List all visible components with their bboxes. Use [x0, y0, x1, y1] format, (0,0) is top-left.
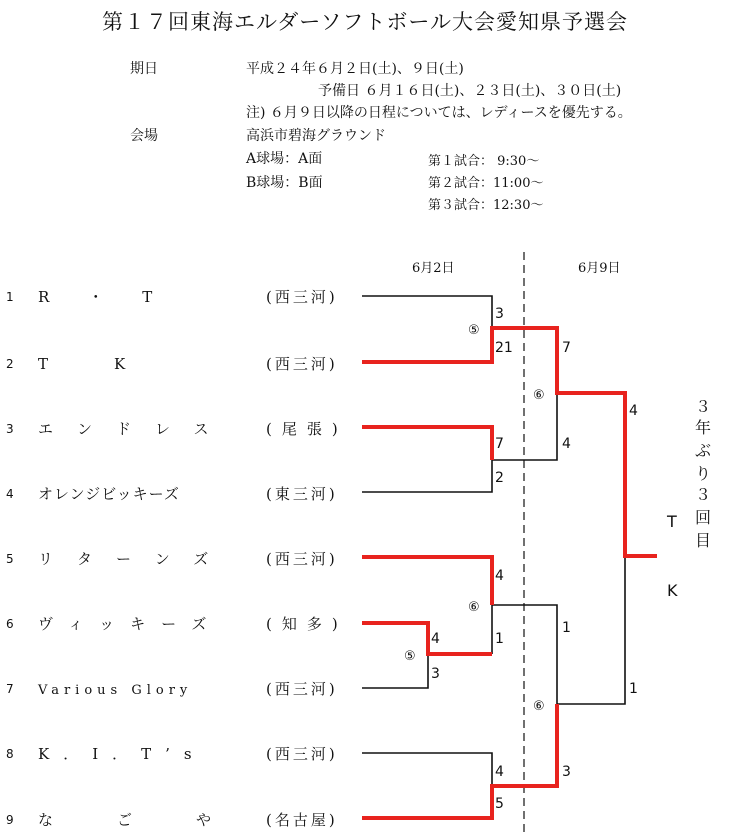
team-name: K．I．T’s — [38, 745, 206, 763]
team-row — [6, 355, 338, 373]
winning-path — [362, 557, 492, 605]
score: 1 — [562, 620, 571, 636]
team-number: 7 — [6, 682, 14, 696]
score: 4 — [562, 436, 571, 452]
game-time-3: 第３試合：12:30～ — [428, 198, 544, 213]
team-name: ヴィッキーズ — [38, 615, 223, 633]
team-name: なごや — [38, 811, 276, 829]
champion-name-line1: T — [667, 512, 677, 531]
bracket-line — [362, 654, 428, 688]
score: 1 — [495, 631, 504, 647]
team-number: 8 — [6, 747, 14, 761]
score: 1 — [629, 681, 638, 697]
score: 3 — [495, 306, 504, 322]
court-marker: ⑤ — [404, 649, 416, 664]
bracket-lines — [362, 296, 625, 786]
score: 4 — [629, 403, 638, 419]
bracket-line — [362, 460, 492, 492]
team-row — [6, 550, 338, 568]
team-row — [6, 680, 338, 698]
score: 4 — [495, 764, 504, 780]
field-a: A球場：A面 — [246, 151, 323, 167]
note-char: ぶ — [695, 441, 712, 460]
note-char: 目 — [695, 531, 712, 550]
game-time-2: 第２試合：11:00～ — [428, 176, 544, 191]
bracket-line — [362, 753, 492, 786]
team-name: リターンズ — [38, 550, 233, 568]
team-number: 5 — [6, 552, 14, 566]
team-number: 4 — [6, 487, 14, 501]
champion-name-line2: K — [667, 581, 678, 600]
score: 4 — [495, 568, 504, 584]
score: 3 — [431, 666, 440, 682]
page-title: 第１７回東海エルダーソフトボール大会愛知県予選会 — [102, 10, 628, 34]
score: 7 — [562, 340, 571, 356]
court-marker: ⑤ — [468, 323, 480, 338]
team-prefecture: (西三河) — [266, 355, 338, 373]
team-number: 3 — [6, 422, 14, 436]
note-char: 年 — [695, 418, 712, 437]
schedule-note: 注) ６月９日以降の日程については、レディースを優先する。 — [246, 105, 632, 121]
team-row — [6, 420, 348, 438]
team-prefecture: (尾張) — [266, 420, 348, 438]
winning-path — [362, 427, 492, 460]
team-number: 9 — [6, 813, 14, 827]
note-char: ３ — [695, 397, 712, 416]
court-marker: ⑥ — [468, 600, 480, 615]
team-row — [6, 485, 338, 503]
team-prefecture: (知多) — [266, 615, 348, 633]
reserve-dates: 予備日 ６月１６日(土)、２３日(土)、３０日(土) — [318, 83, 622, 99]
period-value: 平成２４年６月２日(土)、９日(土) — [246, 61, 464, 77]
court-marker: ⑥ — [533, 699, 545, 714]
team-name: エンドレス — [38, 420, 233, 438]
note-char: 回 — [695, 508, 712, 527]
team-name: R ・ T — [38, 288, 165, 306]
team-number: 1 — [6, 290, 14, 304]
team-prefecture: (西三河) — [266, 288, 338, 306]
score: 7 — [495, 436, 504, 452]
team-prefecture: (名古屋) — [266, 811, 338, 829]
champion-note — [695, 397, 711, 550]
venue-label: 会場 — [130, 128, 158, 144]
score: 3 — [562, 764, 571, 780]
team-number: 2 — [6, 357, 14, 371]
team-name: オレンジビッキーズ — [38, 485, 180, 503]
field-b: B球場：B面 — [246, 175, 323, 191]
team-prefecture: (西三河) — [266, 680, 338, 698]
team-row — [6, 811, 338, 829]
score: 21 — [495, 340, 513, 356]
team-name: Various Glory — [38, 683, 193, 698]
note-char: ３ — [695, 485, 712, 504]
score: 4 — [431, 631, 440, 647]
note-char: り — [695, 464, 712, 483]
team-number: 6 — [6, 617, 14, 631]
winning-path — [362, 704, 557, 818]
period-label: 期日 — [130, 61, 158, 77]
team-prefecture: (西三河) — [266, 745, 338, 763]
team-prefecture: (東三河) — [266, 485, 338, 503]
score: 2 — [495, 470, 504, 486]
venue-value: 高浜市碧海グラウンド — [246, 128, 386, 144]
team-row — [6, 615, 348, 633]
winning-path — [362, 328, 657, 556]
date-day2: 6月9日 — [578, 261, 621, 276]
score: 5 — [495, 796, 504, 812]
team-name: T K — [38, 355, 138, 373]
date-day1: 6月2日 — [412, 261, 455, 276]
winning-path — [362, 623, 492, 654]
game-time-1: 第１試合： 9:30～ — [428, 154, 540, 169]
winning-paths — [362, 328, 657, 818]
team-prefecture: (西三河) — [266, 550, 338, 568]
team-row — [6, 745, 338, 763]
court-marker: ⑥ — [533, 388, 545, 403]
team-row — [6, 288, 338, 306]
